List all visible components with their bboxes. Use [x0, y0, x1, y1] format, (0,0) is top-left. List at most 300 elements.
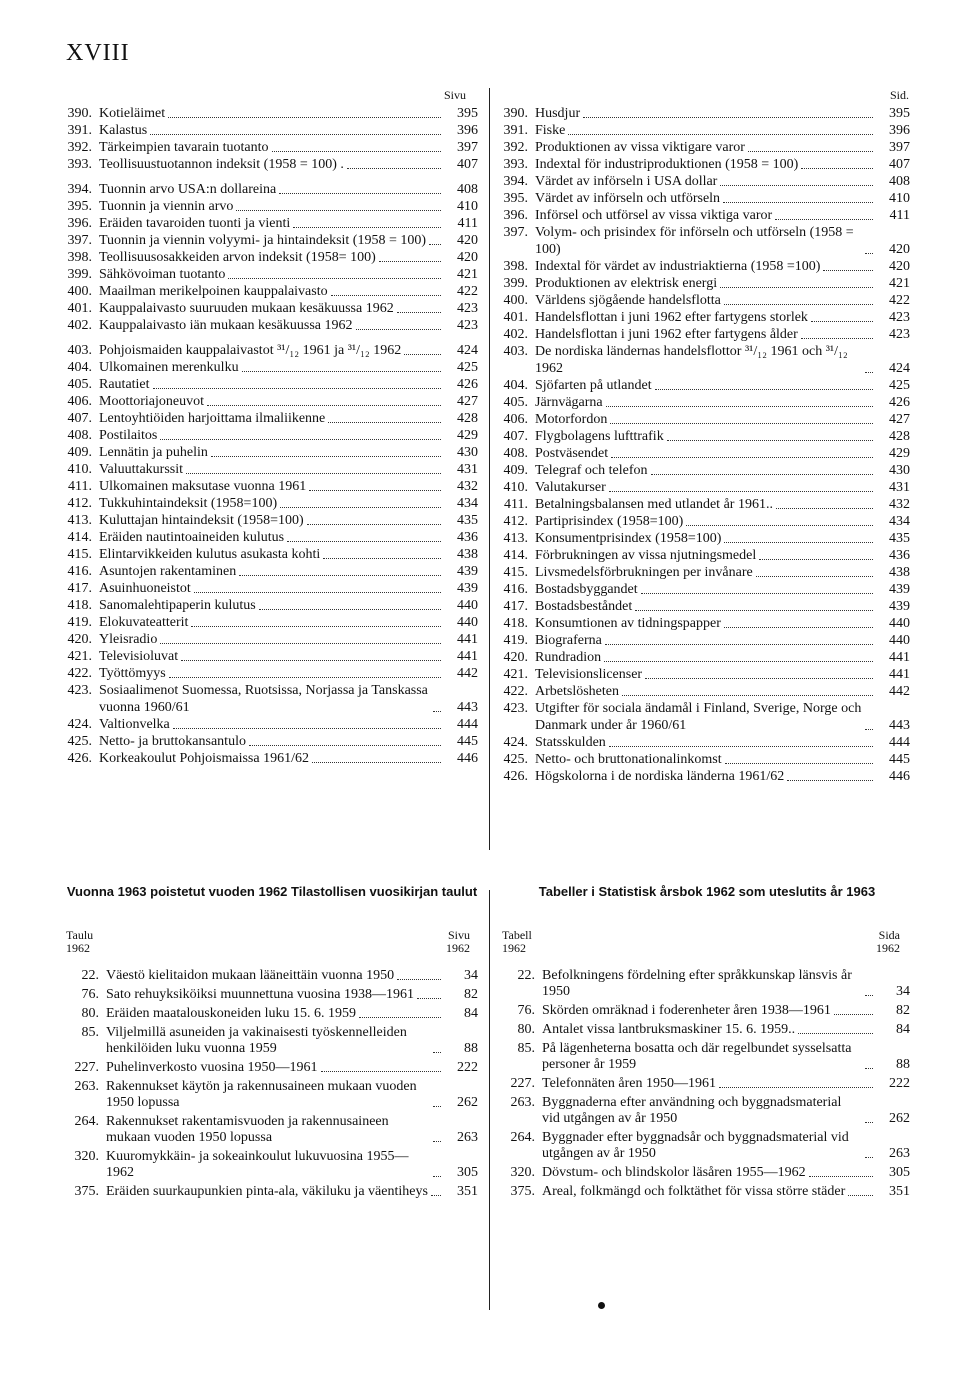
entry-page: 407	[457, 157, 478, 172]
entry-title: Skörden omräknad i foderenheter åren 1938—1961	[542, 1003, 831, 1018]
entry-page: 427	[889, 412, 910, 427]
toc-entry	[502, 1022, 910, 1038]
dot-leader	[775, 219, 873, 220]
dot-leader	[153, 388, 441, 389]
entry-title: Lentoyhtiöiden harjoittama ilmaliikenne	[99, 411, 326, 426]
toc-entry	[502, 258, 910, 275]
entry-page: 82	[896, 1003, 910, 1018]
entry-number: 80.	[517, 1022, 535, 1037]
dot-leader	[321, 1071, 441, 1072]
entry-number: 410.	[503, 480, 528, 495]
entry-number: 399.	[503, 276, 528, 291]
entry-page: 407	[889, 157, 910, 172]
toc-entry	[66, 495, 478, 512]
entry-number: 409.	[503, 463, 528, 478]
entry-number: 390.	[67, 106, 92, 121]
sv-page-header: Sid.	[890, 88, 910, 102]
entry-page: 429	[457, 428, 478, 443]
page-title: XVIII	[66, 40, 130, 66]
toc-entry	[66, 410, 478, 427]
entry-title: Sato rehuyksiköiksi muunnettuna vuosina 1938—1961	[106, 987, 414, 1002]
entry-page: 440	[889, 616, 910, 631]
entry-number: 413.	[503, 531, 528, 546]
entry-title: Telegraf och telefon	[535, 463, 648, 478]
toc-entry	[502, 479, 910, 496]
entry-title: Korkeakoulut Pohjoismaissa 1961/62	[99, 751, 309, 766]
toc-entry	[66, 300, 478, 317]
entry-title: Tuonnin ja viennin volyymi- ja hintaindeksit (1958 = 100)	[99, 233, 427, 248]
dot-leader	[609, 491, 873, 492]
entry-title: Byggnaderna efter användning och byggnadsmaterial vid utgången av år 1950	[542, 1095, 842, 1126]
toc-entry	[502, 190, 910, 207]
toc-entry	[66, 198, 478, 215]
entry-page: 430	[889, 463, 910, 478]
dot-leader	[635, 610, 873, 611]
entry-number: 416.	[503, 582, 528, 597]
toc-entry	[66, 181, 478, 198]
entry-title: Kauppalaivasto iän mukaan kesäkuussa 1962	[99, 318, 353, 333]
entry-title: Elintarvikkeiden kulutus asukasta kohti	[99, 547, 321, 562]
dot-leader	[865, 1122, 873, 1123]
toc-entry	[66, 1006, 478, 1022]
entry-page: 445	[889, 752, 910, 767]
dot-leader	[686, 525, 873, 526]
entry-page: 411	[889, 208, 910, 223]
dot-leader	[359, 1017, 441, 1018]
entry-number: 401.	[503, 310, 528, 325]
toc-entry	[66, 580, 478, 597]
dot-leader	[801, 338, 873, 339]
entry-page: 440	[889, 633, 910, 648]
entry-number: 399.	[67, 267, 92, 282]
dot-leader	[865, 372, 873, 373]
dot-leader	[307, 524, 441, 525]
fi-table-list	[66, 105, 478, 767]
entry-page: 34	[464, 968, 478, 983]
entry-page: 424	[889, 361, 910, 376]
entry-number: 415.	[67, 547, 92, 562]
entry-title: Införsel och utförsel av vissa viktiga varor	[535, 208, 773, 223]
dot-leader	[328, 422, 441, 423]
entry-page: 262	[889, 1111, 910, 1126]
entry-title: Rakennukset rakentamisvuoden ja rakennusaineen mukaan vuoden 1950 lopussa	[106, 1114, 389, 1145]
toc-entry	[502, 428, 910, 445]
entry-page: 425	[457, 360, 478, 375]
toc-entry	[66, 529, 478, 546]
entry-number: 421.	[503, 667, 528, 682]
dot-leader	[801, 168, 873, 169]
dot-leader	[242, 371, 441, 372]
entry-title: Ulkomainen maksutase vuonna 1961	[99, 479, 307, 494]
entry-page: 446	[457, 751, 478, 766]
entry-title: Produktionen av vissa viktigare varor	[535, 140, 745, 155]
entry-page: 445	[457, 734, 478, 749]
entry-page: 428	[889, 429, 910, 444]
entry-title: Sosiaalimenot Suomessa, Ruotsissa, Norjassa ja Tanskassa vuonna 1960/61	[99, 683, 428, 715]
entry-page: 262	[457, 1095, 478, 1110]
toc-entry	[66, 122, 478, 139]
entry-page: 422	[889, 293, 910, 308]
toc-entry	[502, 224, 910, 258]
toc-entry	[502, 105, 910, 122]
entry-title: Postväsendet	[535, 446, 609, 461]
toc-entry	[66, 156, 478, 173]
dot-leader	[787, 780, 873, 781]
entry-title: Bostadsbeståndet	[535, 599, 633, 614]
toc-entry	[66, 546, 478, 563]
entry-title: Valutakurser	[535, 480, 606, 495]
dot-leader	[207, 405, 441, 406]
entry-page: 305	[457, 1165, 478, 1180]
toc-entry	[502, 513, 910, 530]
toc-entry	[502, 1076, 910, 1092]
entry-number: 407.	[503, 429, 528, 444]
dot-leader	[433, 1141, 441, 1142]
dot-leader	[194, 592, 441, 593]
entry-title: Lennätin ja puhelin	[99, 445, 208, 460]
entry-page: 84	[896, 1022, 910, 1037]
entry-page: 222	[457, 1060, 478, 1075]
toc-entry	[66, 1060, 478, 1076]
entry-title: Antalet vissa lantbruksmaskiner 15. 6. 1959..	[542, 1022, 796, 1037]
toc-entry	[502, 1003, 910, 1019]
dot-leader	[719, 1087, 873, 1088]
dot-leader	[604, 661, 873, 662]
entry-number: 22.	[81, 968, 99, 983]
entry-page: 396	[457, 123, 478, 138]
toc-entry	[502, 1130, 910, 1162]
dot-leader	[583, 117, 873, 118]
dot-leader	[865, 729, 873, 730]
entry-title: På lägenheterna bosatta och där regelbundet sysselsatta personer år 1959	[542, 1041, 852, 1072]
entry-title: Sähkövoiman tuotanto	[99, 267, 226, 282]
entry-page: 443	[457, 700, 478, 715]
entry-title: Ulkomainen merenkulku	[99, 360, 239, 375]
dot-leader	[356, 329, 442, 330]
dot-leader	[309, 490, 441, 491]
sv-removed-col-right: Sida 1962	[876, 928, 900, 955]
entry-page: 439	[457, 581, 478, 596]
entry-page: 439	[889, 582, 910, 597]
entry-title: Kalastus	[99, 123, 148, 138]
entry-title: Netto- ja bruttokansantulo	[99, 734, 246, 749]
dot-leader	[865, 995, 873, 996]
dot-leader	[397, 979, 441, 980]
entry-title: Pohjoismaiden kauppalaivastot ³¹/₁₂ 1961 ja ³¹/₁₂ 1962	[99, 343, 402, 358]
entry-number: 424.	[503, 735, 528, 750]
entry-title: Työttömyys	[99, 666, 166, 681]
entry-number: 404.	[503, 378, 528, 393]
entry-title: Betalningsbalansen med utlandet år 1961..	[535, 497, 773, 512]
entry-page: 424	[457, 343, 478, 358]
entry-title: Produktionen av elektrisk energi	[535, 276, 718, 291]
entry-number: 414.	[67, 530, 92, 545]
dot-leader	[347, 168, 441, 169]
entry-number: 394.	[67, 182, 92, 197]
toc-entry	[502, 1184, 910, 1200]
dot-leader	[605, 644, 873, 645]
fi-removed-col-right: Sivu 1962	[446, 928, 470, 955]
entry-page: 432	[457, 479, 478, 494]
dot-leader	[272, 151, 442, 152]
sv-removed-col-left: Tabell 1962	[502, 928, 532, 955]
dot-leader	[641, 593, 873, 594]
entry-page: 421	[457, 267, 478, 282]
entry-title: Televisionslicenser	[535, 667, 643, 682]
toc-entry	[502, 139, 910, 156]
toc-entry	[66, 716, 478, 733]
dot-leader	[759, 559, 873, 560]
entry-number: 402.	[503, 327, 528, 342]
dot-leader	[667, 440, 873, 441]
entry-page: 439	[457, 564, 478, 579]
entry-page: 441	[457, 632, 478, 647]
toc-entry	[66, 342, 478, 359]
dot-leader	[293, 227, 441, 228]
dot-leader	[259, 609, 441, 610]
toc-entry	[66, 648, 478, 665]
entry-title: De nordiska ländernas handelsflottor ³¹/₁₂ 1961 och ³¹/₁₂ 1962	[535, 344, 848, 376]
toc-entry	[66, 1149, 478, 1181]
entry-title: Rundradion	[535, 650, 602, 665]
dot-leader	[331, 295, 441, 296]
toc-entry	[66, 597, 478, 614]
entry-number: 417.	[503, 599, 528, 614]
entry-title: Befolkningens fördelning efter språkkunskap länsvis år 1950	[542, 968, 852, 999]
dot-leader	[173, 728, 441, 729]
entry-title: Elokuvateatterit	[99, 615, 189, 630]
dot-leader	[725, 763, 873, 764]
entry-number: 320.	[74, 1149, 99, 1164]
dot-leader	[186, 473, 441, 474]
entry-number: 415.	[503, 565, 528, 580]
entry-number: 396.	[67, 216, 92, 231]
entry-page: 440	[457, 615, 478, 630]
dot-leader	[798, 1033, 873, 1034]
toc-entry	[66, 317, 478, 334]
entry-title: Teollisuusosakkeiden arvon indeksit (1958= 100)	[99, 250, 376, 265]
entry-title: Eräiden nautintoaineiden kulutus	[99, 530, 285, 545]
entry-title: Rautatiet	[99, 377, 150, 392]
dot-leader	[181, 660, 441, 661]
entry-number: 406.	[67, 394, 92, 409]
entry-title: Utgifter för sociala ändamål i Finland, Sverige, Norge och Danmark under år 1960/61	[535, 701, 862, 733]
entry-title: Teollisuustuotannon indeksit (1958 = 100) .	[99, 157, 344, 172]
entry-title: Maailman merikelpoinen kauppalaivasto	[99, 284, 328, 299]
entry-number: 395.	[67, 199, 92, 214]
entry-title: Tuonnin ja viennin arvo	[99, 199, 234, 214]
entry-title: Valuuttakurssit	[99, 462, 183, 477]
toc-entry	[66, 665, 478, 682]
toc-entry	[66, 249, 478, 266]
entry-title: Indextal för värdet av industriaktierna (1958 =100)	[535, 259, 821, 274]
entry-title: Konsumtionen av tidningspapper	[535, 616, 721, 631]
entry-title: Livsmedelsförbrukningen per invånare	[535, 565, 753, 580]
entry-number: 408.	[67, 428, 92, 443]
dot-leader	[645, 678, 873, 679]
toc-entry	[66, 563, 478, 580]
toc-entry	[502, 122, 910, 139]
dot-leader	[622, 695, 873, 696]
entry-title: Postilaitos	[99, 428, 158, 443]
entry-title: Husdjur	[535, 106, 581, 121]
entry-number: 375.	[510, 1184, 535, 1199]
entry-number: 400.	[503, 293, 528, 308]
entry-title: Asuntojen rakentaminen	[99, 564, 237, 579]
entry-title: Fiske	[535, 123, 566, 138]
dot-leader	[379, 261, 441, 262]
toc-entry	[66, 512, 478, 529]
entry-page: 434	[889, 514, 910, 529]
entry-number: 264.	[74, 1114, 99, 1129]
entry-page: 439	[889, 599, 910, 614]
entry-page: 420	[457, 250, 478, 265]
toc-entry	[66, 376, 478, 393]
fi-page-header: Sivu	[444, 88, 467, 102]
entry-number: 391.	[503, 123, 528, 138]
toc-entry	[502, 309, 910, 326]
entry-number: 392.	[67, 140, 92, 155]
dot-leader	[433, 1176, 441, 1177]
entry-title: Värdet av införseln och utförseln	[535, 191, 721, 206]
toc-entry	[66, 266, 478, 283]
dot-leader	[431, 1195, 441, 1196]
dot-leader	[211, 456, 441, 457]
sv-removed-title: Tabeller i Statistisk årsbok 1962 som uteslutits år 1963	[538, 884, 876, 899]
fi-removed-col-left: Taulu 1962	[66, 928, 94, 955]
entry-title: Viljelmillä asuneiden ja vakinaisesti työskennelleiden henkilöiden luku vuonna 1959	[106, 1025, 407, 1056]
dot-leader	[723, 202, 873, 203]
entry-page: 431	[889, 480, 910, 495]
toc-entry	[66, 444, 478, 461]
entry-title: Kotieläimet	[99, 106, 166, 121]
entry-title: Tukkuhintaindeksit (1958=100)	[99, 496, 278, 511]
toc-entry	[502, 547, 910, 564]
entry-title: Biograferna	[535, 633, 602, 648]
toc-entry	[66, 682, 478, 716]
dot-leader	[724, 304, 873, 305]
entry-number: 422.	[503, 684, 528, 699]
toc-entry	[502, 275, 910, 292]
entry-page: 421	[889, 276, 910, 291]
entry-number: 76.	[517, 1003, 535, 1018]
entry-page: 420	[457, 233, 478, 248]
toc-entry	[502, 411, 910, 428]
entry-title: Arbetslösheten	[535, 684, 619, 699]
dot-leader	[279, 193, 441, 194]
dot-leader	[748, 151, 873, 152]
toc-entry	[502, 462, 910, 479]
entry-page: 440	[457, 598, 478, 613]
entry-number: 419.	[67, 615, 92, 630]
entry-number: 421.	[67, 649, 92, 664]
toc-entry	[66, 1114, 478, 1146]
dot-leader	[160, 643, 441, 644]
toc-entry	[66, 614, 478, 631]
entry-page: 397	[889, 140, 910, 155]
entry-title: Tuonnin arvo USA:n dollareina	[99, 182, 277, 197]
entry-title: Tärkeimpien tavarain tuotanto	[99, 140, 269, 155]
toc-entry	[502, 632, 910, 649]
entry-page: 396	[889, 123, 910, 138]
entry-page: 429	[889, 446, 910, 461]
toc-entry	[502, 734, 910, 751]
dot-leader	[433, 1052, 441, 1053]
entry-title: Världens sjögående handelsflotta	[535, 293, 721, 308]
entry-title: Handelsflottan i juni 1962 efter fartygens ålder	[535, 327, 798, 342]
entry-page: 428	[457, 411, 478, 426]
toc-entry	[502, 326, 910, 343]
entry-page: 425	[889, 378, 910, 393]
entry-page: 410	[889, 191, 910, 206]
entry-number: 411.	[504, 497, 528, 512]
dot-leader	[865, 1068, 873, 1069]
bullet-mark	[598, 1302, 605, 1309]
dot-leader	[655, 389, 873, 390]
entry-page: 426	[889, 395, 910, 410]
entry-number: 420.	[503, 650, 528, 665]
entry-title: Konsumentprisindex (1958=100)	[535, 531, 722, 546]
toc-entry	[502, 581, 910, 598]
entry-number: 420.	[67, 632, 92, 647]
toc-entry	[66, 750, 478, 767]
toc-entry	[502, 173, 910, 190]
entry-title: Sanomalehtipaperin kulutus	[99, 598, 256, 613]
entry-number: 396.	[503, 208, 528, 223]
entry-page: 88	[896, 1057, 910, 1072]
dot-leader	[280, 507, 441, 508]
toc-entry	[66, 139, 478, 156]
entry-page: 395	[889, 106, 910, 121]
toc-entry	[502, 1095, 910, 1127]
entry-number: 412.	[67, 496, 92, 511]
dot-leader	[834, 1014, 873, 1015]
toc-entry	[66, 232, 478, 249]
entry-page: 423	[457, 301, 478, 316]
toc-entry	[66, 1184, 478, 1200]
fi-removed-list	[66, 968, 478, 1203]
entry-number: 401.	[67, 301, 92, 316]
entry-number: 394.	[503, 174, 528, 189]
dot-leader	[756, 576, 873, 577]
entry-number: 417.	[67, 581, 92, 596]
entry-number: 80.	[81, 1006, 99, 1021]
entry-number: 406.	[503, 412, 528, 427]
entry-title: Valtionvelka	[99, 717, 170, 732]
entry-number: 418.	[67, 598, 92, 613]
entry-page: 408	[889, 174, 910, 189]
entry-number: 320.	[510, 1165, 535, 1180]
entry-title: Indextal för industriproduktionen (1958 = 100)	[535, 157, 799, 172]
entry-page: 435	[457, 513, 478, 528]
toc-entry	[502, 751, 910, 768]
entry-title: Telefonnäten åren 1950—1961	[542, 1076, 716, 1091]
dot-leader	[236, 210, 441, 211]
entry-page: 420	[889, 259, 910, 274]
entry-title: Bostadsbyggandet	[535, 582, 638, 597]
dot-leader	[724, 542, 873, 543]
toc-entry	[502, 700, 910, 734]
entry-page: 423	[457, 318, 478, 333]
toc-entry	[502, 649, 910, 666]
entry-page: 436	[457, 530, 478, 545]
dot-leader	[606, 406, 873, 407]
entry-number: 397.	[503, 225, 528, 240]
entry-title: Väestö kielitaidon mukaan lääneittäin vuonna 1950	[106, 968, 395, 983]
entry-number: 414.	[503, 548, 528, 563]
entry-title: Byggnader efter byggnadsår och byggnadsmaterial vid utgången av år 1950	[542, 1130, 849, 1161]
toc-entry	[502, 292, 910, 309]
